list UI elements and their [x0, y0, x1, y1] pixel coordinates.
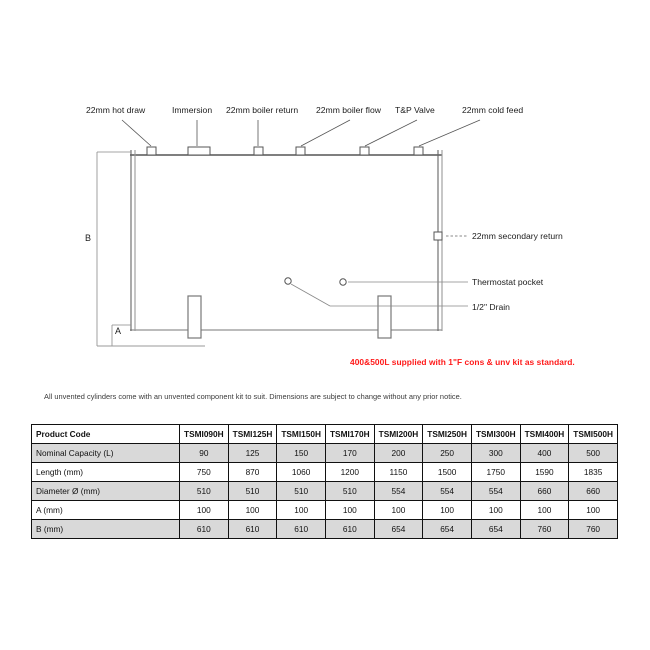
- cylinder-feet: [188, 296, 391, 338]
- callout-label-secondary-return: 22mm secondary return: [472, 231, 563, 241]
- callout-label-thermostat-pocket: Thermostat pocket: [472, 277, 544, 287]
- dimension-label-a: A: [115, 326, 122, 336]
- cell-nominal-capacity-5: 250: [423, 444, 472, 463]
- cell-nominal-capacity-3: 170: [325, 444, 374, 463]
- disclaimer-text: All unvented cylinders come with an unvented component kit to suit. Dimensions are subject to change without any prior notice.: [44, 392, 462, 401]
- secondary-return-port: [434, 232, 468, 240]
- row-label-b: B (mm): [32, 520, 180, 539]
- cylinder-body: [130, 150, 442, 331]
- table-header-col-0: TSMI090H: [180, 425, 229, 444]
- callout-label-tp-valve: T&P Valve: [395, 105, 435, 115]
- row-label-length: Length (mm): [32, 463, 180, 482]
- cell-b-2: 610: [277, 520, 326, 539]
- cell-nominal-capacity-8: 500: [569, 444, 618, 463]
- cell-b-8: 760: [569, 520, 618, 539]
- cell-b-5: 654: [423, 520, 472, 539]
- cell-a-1: 100: [228, 501, 277, 520]
- cell-nominal-capacity-7: 400: [520, 444, 569, 463]
- cell-length-3: 1200: [325, 463, 374, 482]
- cell-b-3: 610: [325, 520, 374, 539]
- cell-diameter-1: 510: [228, 482, 277, 501]
- table-header-product-code: Product Code: [32, 425, 180, 444]
- cell-diameter-5: 554: [423, 482, 472, 501]
- cell-length-6: 1750: [471, 463, 520, 482]
- table-row: [32, 501, 618, 520]
- cell-length-4: 1150: [374, 463, 423, 482]
- table-header: [32, 425, 618, 444]
- table-header-col-2: TSMI150H: [277, 425, 326, 444]
- cell-nominal-capacity-1: 125: [228, 444, 277, 463]
- callout-label-hot-draw: 22mm hot draw: [86, 105, 146, 115]
- cell-length-8: 1835: [569, 463, 618, 482]
- top-leader-lines: [122, 120, 480, 146]
- cell-diameter-7: 660: [520, 482, 569, 501]
- cell-b-4: 654: [374, 520, 423, 539]
- dimension-label-b: B: [85, 233, 92, 243]
- cell-b-6: 654: [471, 520, 520, 539]
- cell-length-1: 870: [228, 463, 277, 482]
- cell-b-1: 610: [228, 520, 277, 539]
- table-header-col-1: TSMI125H: [228, 425, 277, 444]
- cell-length-7: 1590: [520, 463, 569, 482]
- cell-diameter-0: 510: [180, 482, 229, 501]
- cell-diameter-6: 554: [471, 482, 520, 501]
- callout-label-drain: 1/2" Drain: [472, 302, 510, 312]
- callout-label-cold-feed: 22mm cold feed: [462, 105, 524, 115]
- table-header-col-8: TSMI500H: [569, 425, 618, 444]
- row-label-nominal-capacity: Nominal Capacity (L): [32, 444, 180, 463]
- table-header-col-7: TSMI400H: [520, 425, 569, 444]
- table-row: [32, 482, 618, 501]
- cell-a-4: 100: [374, 501, 423, 520]
- table-row: [32, 444, 618, 463]
- top-ports: [147, 147, 423, 155]
- cell-nominal-capacity-4: 200: [374, 444, 423, 463]
- cell-diameter-8: 660: [569, 482, 618, 501]
- row-label-diameter: Diameter Ø (mm): [32, 482, 180, 501]
- top-callout-labels: [86, 105, 523, 115]
- right-callout-labels: [472, 231, 563, 312]
- table-header-row: [32, 425, 618, 444]
- callout-label-immersion: Immersion: [172, 105, 213, 115]
- table-body: [32, 444, 618, 539]
- cell-b-7: 760: [520, 520, 569, 539]
- cell-a-2: 100: [277, 501, 326, 520]
- dimension-line-b: [97, 152, 131, 346]
- thermostat-pocket-marker: [340, 279, 468, 285]
- cell-nominal-capacity-6: 300: [471, 444, 520, 463]
- specification-table-container: [31, 424, 618, 539]
- cell-diameter-2: 510: [277, 482, 326, 501]
- cell-length-2: 1060: [277, 463, 326, 482]
- cell-nominal-capacity-0: 90: [180, 444, 229, 463]
- cell-a-6: 100: [471, 501, 520, 520]
- cell-length-0: 750: [180, 463, 229, 482]
- table-header-col-3: TSMI170H: [325, 425, 374, 444]
- cell-a-7: 100: [520, 501, 569, 520]
- cell-diameter-3: 510: [325, 482, 374, 501]
- row-label-a: A (mm): [32, 501, 180, 520]
- callout-label-boiler-return: 22mm boiler return: [226, 105, 299, 115]
- table-header-col-4: TSMI200H: [374, 425, 423, 444]
- table-header-col-6: TSMI300H: [471, 425, 520, 444]
- cell-a-5: 100: [423, 501, 472, 520]
- specification-table: [31, 424, 618, 539]
- cell-diameter-4: 554: [374, 482, 423, 501]
- callout-label-boiler-flow: 22mm boiler flow: [316, 105, 381, 115]
- cell-length-5: 1500: [423, 463, 472, 482]
- cell-a-3: 100: [325, 501, 374, 520]
- cell-a-0: 100: [180, 501, 229, 520]
- cell-nominal-capacity-2: 150: [277, 444, 326, 463]
- cell-a-8: 100: [569, 501, 618, 520]
- table-header-col-5: TSMI250H: [423, 425, 472, 444]
- table-row: [32, 520, 618, 539]
- supply-note-red: 400&500L supplied with 1"F cons & unv kit as standard.: [350, 357, 575, 367]
- table-row: [32, 463, 618, 482]
- cell-b-0: 610: [180, 520, 229, 539]
